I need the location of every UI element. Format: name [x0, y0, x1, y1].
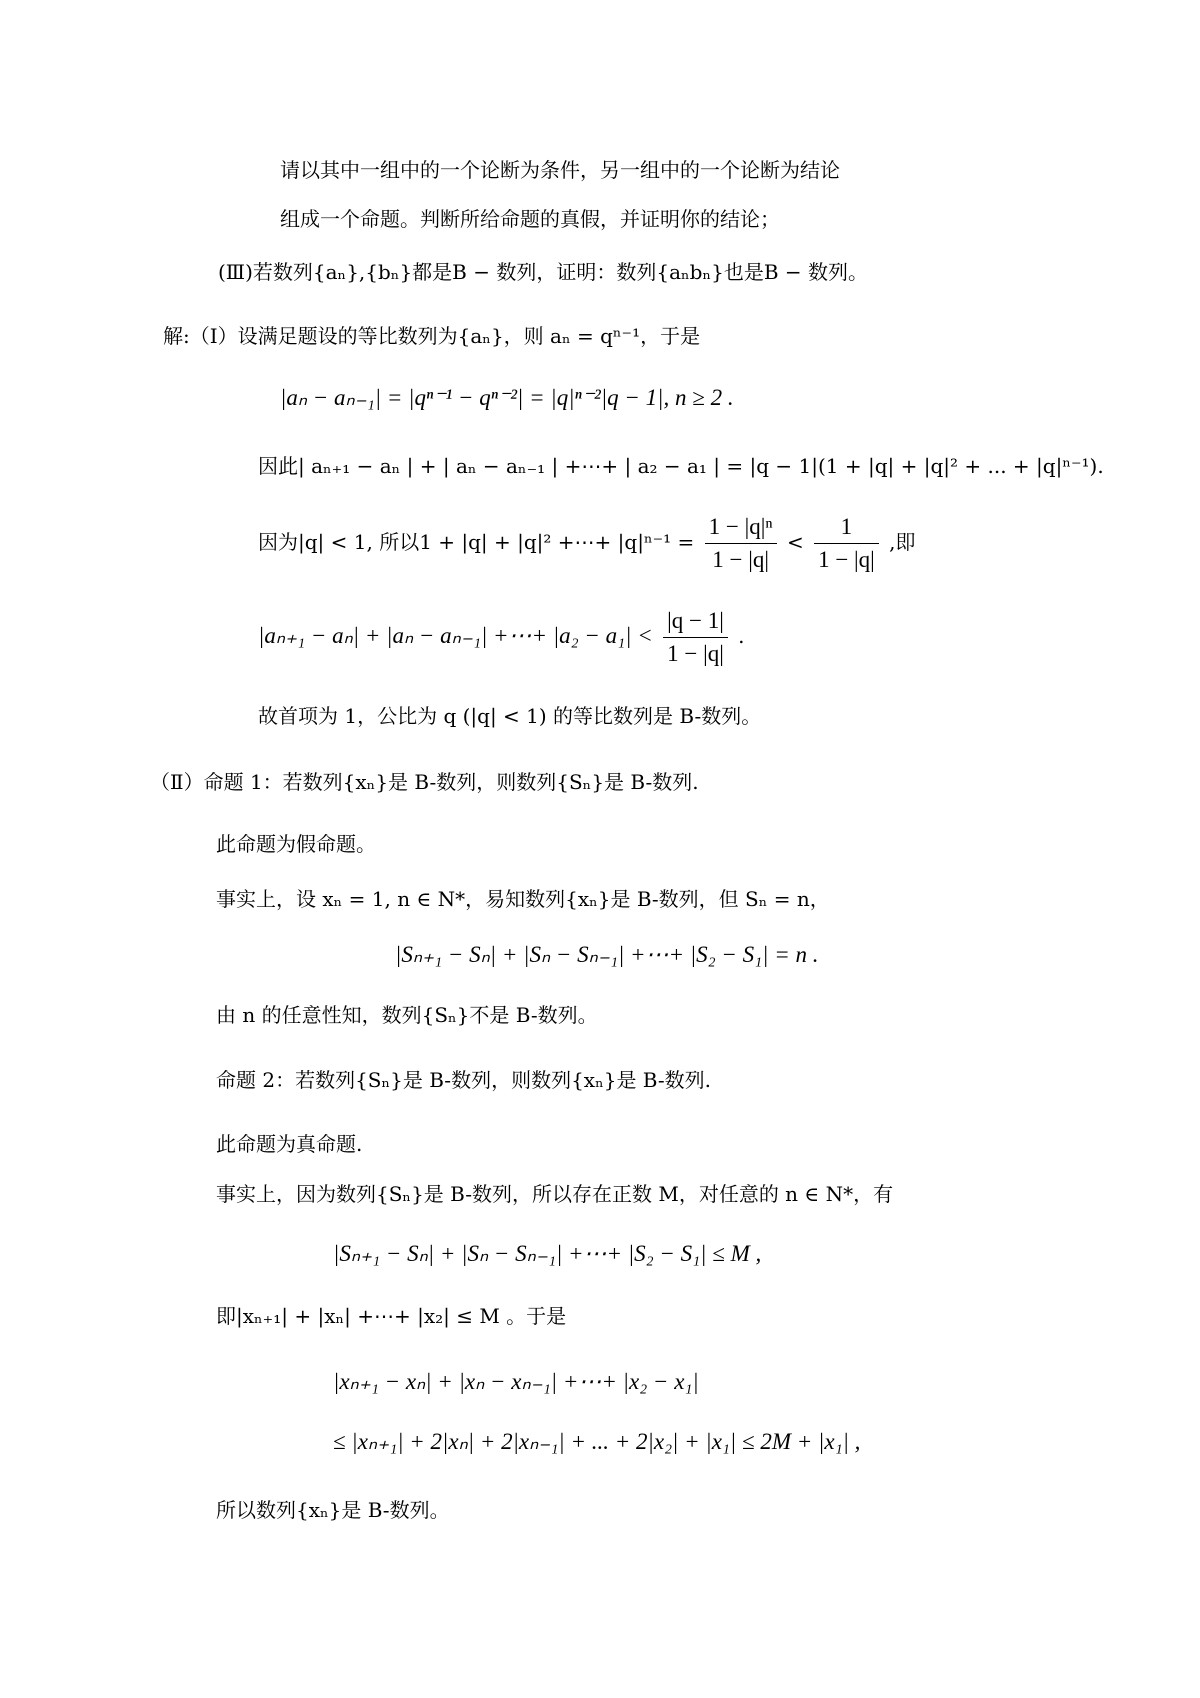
fraction-1-denominator: 1 − |q|: [712, 547, 769, 572]
text-line-solution-1: 解:（Ⅰ）设满足题设的等比数列为{aₙ}，则 aₙ = qⁿ⁻¹，于是: [163, 324, 701, 348]
equation-p1: |Sₙ₊₁ − Sₙ| + |Sₙ − Sₙ₋₁| +⋯+ |S₂ − S₁| = n .: [395, 942, 819, 967]
text-line-p1-false: 此命题为假命题。: [216, 832, 376, 856]
text-line-conclusion-1: 故首项为 1，公比为 q (|q| < 1) 的等比数列是 B-数列。: [258, 704, 762, 728]
equation-3: [258, 506, 915, 578]
text-line-part3: (Ⅲ)若数列{aₙ},{bₙ}都是B − 数列，证明：数列{aₙbₙ}也是B − 数列。: [218, 260, 868, 284]
fraction-3-numerator: |q − 1|: [663, 607, 728, 638]
equation-p2-3: |xₙ₊₁ − xₙ| + |xₙ − xₙ₋₁| +⋯+ |x₂ − x₁|: [333, 1369, 699, 1394]
fraction-3: [663, 607, 728, 668]
fraction-2-numerator: 1: [814, 513, 879, 544]
equation-p2-4: ≤ |xₙ₊₁| + 2|xₙ| + 2|xₙ₋₁| + ... + 2|x₂| + |x₁| ≤ 2M + |x₁| ,: [333, 1429, 861, 1454]
equation-3-lead: 因为|q| < 1, 所以1 + |q| + |q|² +⋯+ |q|ⁿ⁻¹ =: [258, 530, 695, 554]
proposition-1-title: （Ⅱ）命题 1：若数列{xₙ}是 B-数列，则数列{Sₙ}是 B-数列.: [150, 770, 699, 794]
equation-4-end: .: [738, 624, 745, 648]
equation-2: 因此| aₙ₊₁ − aₙ | + | aₙ − aₙ₋₁ | +⋯+ | a₂ − a₁ | = |q − 1|(1 + |q| + |q|² + ... + |q|ⁿ⁻¹).: [258, 454, 1104, 478]
text-line-p2-true: 此命题为真命题.: [216, 1132, 363, 1156]
text-line-intro-2: 组成一个命题。判断所给命题的真假，并证明你的结论；: [280, 207, 780, 231]
equation-4-lead: |aₙ₊₁ − aₙ| + |aₙ − aₙ₋₁| +⋯+ |a₂ − a₁| <: [258, 623, 653, 648]
fraction-1: [705, 513, 777, 574]
text-line-intro-1: 请以其中一组中的一个论断为条件，另一组中的一个论断为结论: [280, 158, 840, 182]
equation-1: |aₙ − aₙ₋₁| = |qⁿ⁻¹ − qⁿ⁻²| = |q|ⁿ⁻²|q − 1|, n ≥ 2 .: [280, 385, 734, 410]
fraction-3-denominator: 1 − |q|: [667, 641, 724, 666]
equation-p2-1: |Sₙ₊₁ − Sₙ| + |Sₙ − Sₙ₋₁| +⋯+ |S₂ − S₁| ≤ M ,: [333, 1241, 762, 1266]
fraction-2: [814, 513, 879, 574]
fraction-1-numerator: 1 − |q|ⁿ: [705, 513, 777, 544]
text-line-p1-conclusion: 由 n 的任意性知，数列{Sₙ}不是 B-数列。: [216, 1003, 598, 1027]
fraction-2-denominator: 1 − |q|: [818, 547, 875, 572]
proposition-2-title: 命题 2：若数列{Sₙ}是 B-数列，则数列{xₙ}是 B-数列.: [216, 1068, 711, 1092]
equation-3-tail: ,即: [889, 530, 916, 554]
text-line-p2-fact: 事实上，因为数列{Sₙ}是 B-数列，所以存在正数 M，对任意的 n ∈ N*，有: [216, 1182, 894, 1206]
less-than-sign: <: [786, 530, 804, 554]
text-line-p2-conclusion: 所以数列{xₙ}是 B-数列。: [216, 1498, 450, 1522]
text-line-p1-fact: 事实上，设 xₙ = 1, n ∈ N*，易知数列{xₙ}是 B-数列，但 Sₙ = n，: [216, 887, 830, 911]
equation-p2-2: 即|xₙ₊₁| + |xₙ| +⋯+ |x₂| ≤ M 。于是: [216, 1304, 567, 1328]
equation-4: [258, 600, 745, 672]
